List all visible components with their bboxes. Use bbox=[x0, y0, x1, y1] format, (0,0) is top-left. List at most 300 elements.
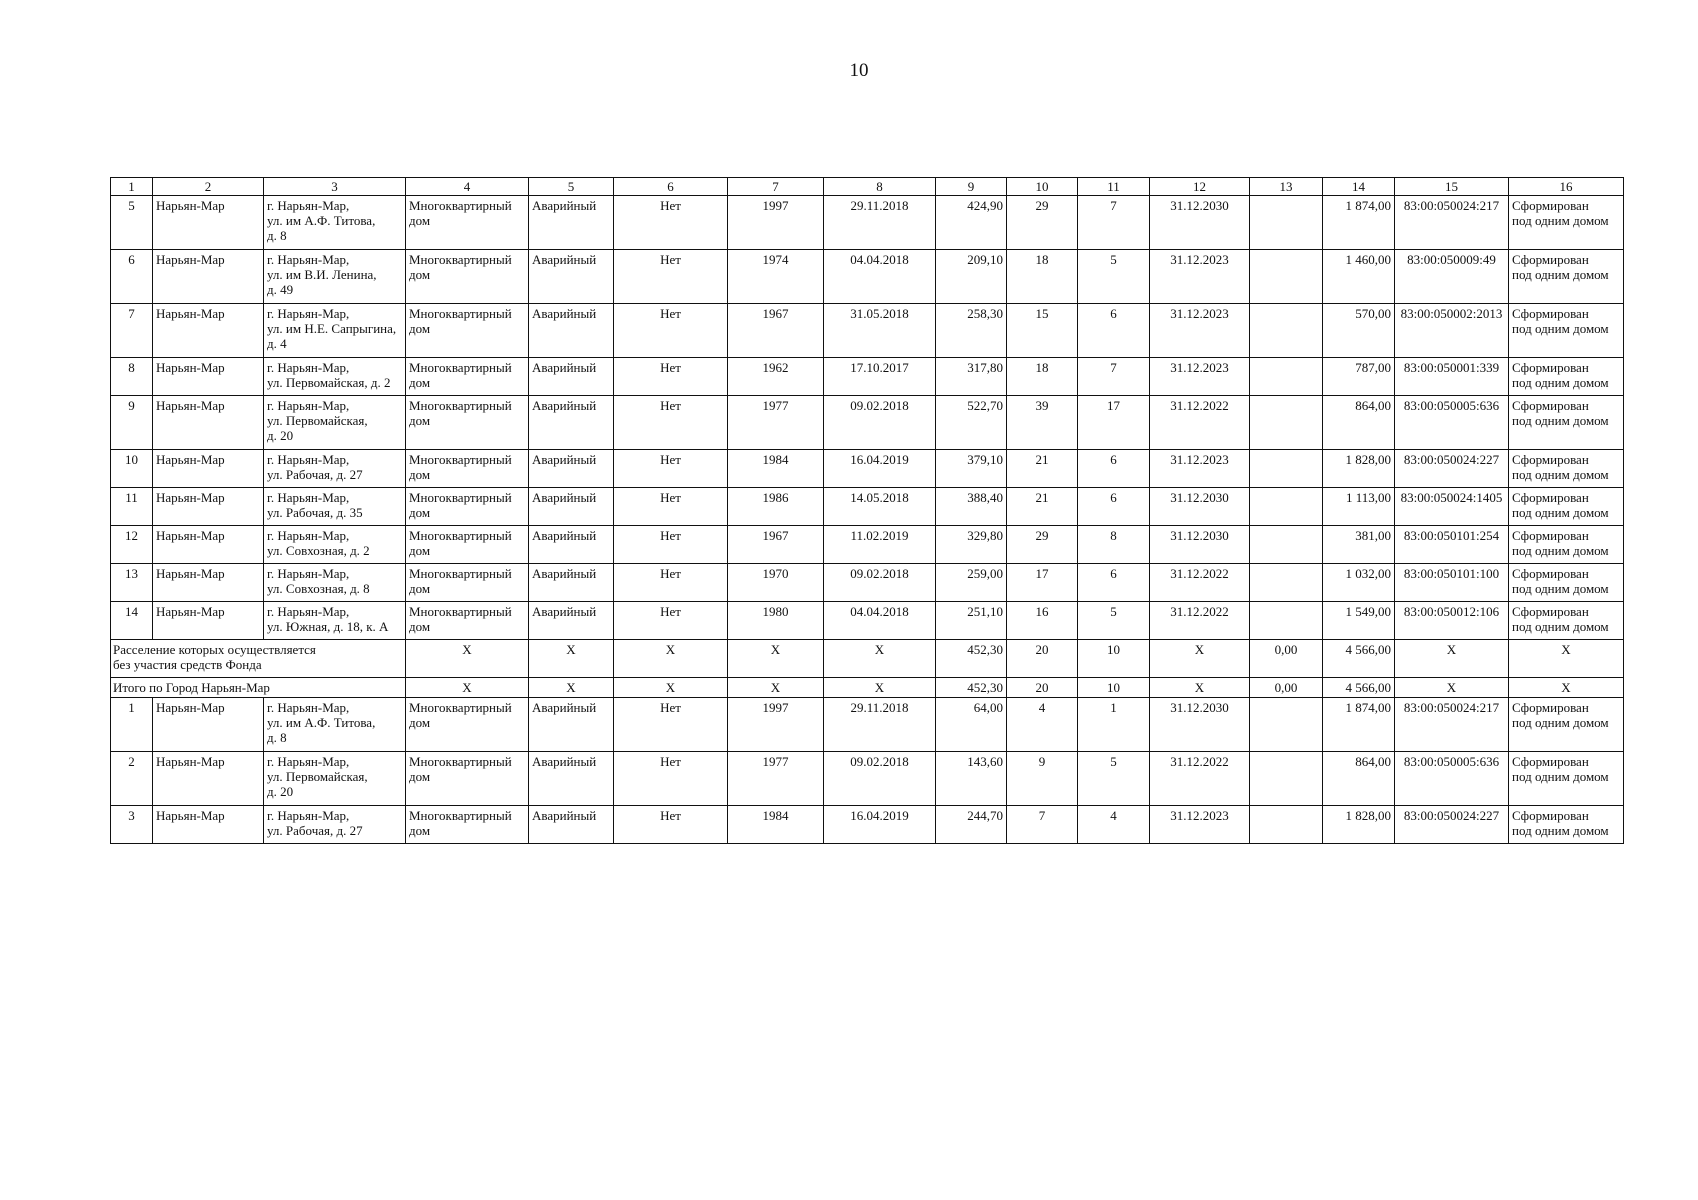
settlement-name: Нарьян-Мар bbox=[153, 304, 264, 358]
deadline-date: 31.12.2030 bbox=[1150, 196, 1250, 250]
house-type bbox=[406, 450, 529, 488]
house-address-line: ул. Совхозная, д. 8 bbox=[267, 581, 370, 596]
house-address-line: ул. Рабочая, д. 27 bbox=[267, 467, 363, 482]
subtotal-row bbox=[111, 640, 1624, 678]
house-type-line: дом bbox=[409, 413, 431, 428]
area-total: 452,30 bbox=[936, 678, 1007, 698]
house-address bbox=[264, 602, 406, 640]
land-status-line: Сформирован bbox=[1512, 452, 1589, 467]
house-status: Аварийный bbox=[529, 806, 614, 844]
house-type bbox=[406, 396, 529, 450]
build-year: 1962 bbox=[728, 358, 824, 396]
house-type-line: Многоквартирный bbox=[409, 198, 512, 213]
table-row bbox=[111, 698, 1624, 752]
land-status-line: под одним домом bbox=[1512, 321, 1609, 336]
house-address bbox=[264, 526, 406, 564]
col11-value: 6 bbox=[1078, 564, 1150, 602]
house-address-line: ул. Первомайская, д. 2 bbox=[267, 375, 391, 390]
house-address bbox=[264, 250, 406, 304]
house-type-line: дом bbox=[409, 715, 431, 730]
settlement-name: Нарьян-Мар bbox=[153, 488, 264, 526]
settlement-name: Нарьян-Мар bbox=[153, 698, 264, 752]
col13-value bbox=[1250, 396, 1323, 450]
x-mark: X bbox=[1509, 678, 1624, 698]
row-number: 6 bbox=[111, 250, 153, 304]
land-status-line: под одним домом bbox=[1512, 581, 1609, 596]
house-address-line: ул. им В.И. Ленина, bbox=[267, 267, 377, 282]
column-header: 15 bbox=[1395, 178, 1509, 196]
house-address-line: ул. Первомайская, bbox=[267, 769, 368, 784]
settlement-name: Нарьян-Мар bbox=[153, 806, 264, 844]
table-row bbox=[111, 526, 1624, 564]
house-address-line: д. 20 bbox=[267, 784, 294, 799]
plan-flag: Нет bbox=[614, 304, 728, 358]
table-row bbox=[111, 396, 1624, 450]
housing-register-table bbox=[110, 177, 1624, 844]
table-row bbox=[111, 450, 1624, 488]
land-status-line: под одним домом bbox=[1512, 505, 1609, 520]
total-row-label: Итого по Город Нарьян-Мар bbox=[111, 678, 406, 698]
column-header: 8 bbox=[824, 178, 936, 196]
cadastral-number: 83:00:050101:254 bbox=[1395, 526, 1509, 564]
land-status-line: под одним домом bbox=[1512, 715, 1609, 730]
column-header: 9 bbox=[936, 178, 1007, 196]
plan-flag: Нет bbox=[614, 602, 728, 640]
total-row bbox=[111, 678, 1624, 698]
settlement-name: Нарьян-Мар bbox=[153, 250, 264, 304]
col11-total: 10 bbox=[1078, 640, 1150, 678]
land-status-line: Сформирован bbox=[1512, 604, 1589, 619]
settlement-name: Нарьян-Мар bbox=[153, 602, 264, 640]
table-row bbox=[111, 602, 1624, 640]
area-value: 251,10 bbox=[936, 602, 1007, 640]
col11-value: 6 bbox=[1078, 304, 1150, 358]
col11-value: 6 bbox=[1078, 450, 1150, 488]
house-type-line: дом bbox=[409, 321, 431, 336]
land-area: 1 460,00 bbox=[1323, 250, 1395, 304]
land-status-line: Сформирован bbox=[1512, 252, 1589, 267]
col13-value bbox=[1250, 752, 1323, 806]
land-status bbox=[1509, 602, 1624, 640]
cadastral-number: 83:00:050005:636 bbox=[1395, 752, 1509, 806]
recognition-date: 04.04.2018 bbox=[824, 250, 936, 304]
subtotal-row-label-line: без участия средств Фонда bbox=[113, 657, 262, 672]
land-area-total: 4 566,00 bbox=[1323, 678, 1395, 698]
deadline-date: 31.12.2022 bbox=[1150, 602, 1250, 640]
land-status-line: Сформирован bbox=[1512, 398, 1589, 413]
col10-value: 39 bbox=[1007, 396, 1078, 450]
house-type-line: дом bbox=[409, 769, 431, 784]
house-type-line: Многоквартирный bbox=[409, 490, 512, 505]
plan-flag: Нет bbox=[614, 488, 728, 526]
table-row bbox=[111, 806, 1624, 844]
recognition-date: 09.02.2018 bbox=[824, 752, 936, 806]
x-mark: X bbox=[1395, 640, 1509, 678]
land-status bbox=[1509, 196, 1624, 250]
house-address-line: ул. им Н.Е. Сапрыгина, bbox=[267, 321, 397, 336]
cadastral-number: 83:00:050024:217 bbox=[1395, 698, 1509, 752]
land-area: 1 828,00 bbox=[1323, 806, 1395, 844]
house-address-line: г. Нарьян-Мар, bbox=[267, 700, 350, 715]
column-header: 14 bbox=[1323, 178, 1395, 196]
area-value: 64,00 bbox=[936, 698, 1007, 752]
house-type bbox=[406, 196, 529, 250]
x-mark: X bbox=[614, 640, 728, 678]
land-area: 570,00 bbox=[1323, 304, 1395, 358]
area-value: 143,60 bbox=[936, 752, 1007, 806]
recognition-date: 16.04.2019 bbox=[824, 450, 936, 488]
deadline-date: 31.12.2022 bbox=[1150, 752, 1250, 806]
house-address-line: г. Нарьян-Мар, bbox=[267, 252, 350, 267]
house-status: Аварийный bbox=[529, 526, 614, 564]
col13-value bbox=[1250, 358, 1323, 396]
deadline-date: 31.12.2022 bbox=[1150, 396, 1250, 450]
col11-value: 5 bbox=[1078, 752, 1150, 806]
land-status bbox=[1509, 304, 1624, 358]
column-header: 10 bbox=[1007, 178, 1078, 196]
house-address bbox=[264, 564, 406, 602]
house-status: Аварийный bbox=[529, 602, 614, 640]
col11-value: 7 bbox=[1078, 358, 1150, 396]
house-status: Аварийный bbox=[529, 450, 614, 488]
house-type-line: Многоквартирный bbox=[409, 754, 512, 769]
build-year: 1984 bbox=[728, 450, 824, 488]
build-year: 1986 bbox=[728, 488, 824, 526]
house-type-line: дом bbox=[409, 543, 431, 558]
area-value: 258,30 bbox=[936, 304, 1007, 358]
subtotal-row-label-line: Расселение которых осуществляется bbox=[113, 642, 316, 657]
house-address-line: г. Нарьян-Мар, bbox=[267, 808, 350, 823]
plan-flag: Нет bbox=[614, 526, 728, 564]
col11-value: 7 bbox=[1078, 196, 1150, 250]
house-address-line: г. Нарьян-Мар, bbox=[267, 604, 350, 619]
row-number: 10 bbox=[111, 450, 153, 488]
house-status: Аварийный bbox=[529, 752, 614, 806]
land-status-line: Сформирован bbox=[1512, 528, 1589, 543]
area-value: 209,10 bbox=[936, 250, 1007, 304]
land-area: 1 549,00 bbox=[1323, 602, 1395, 640]
house-address bbox=[264, 196, 406, 250]
recognition-date: 14.05.2018 bbox=[824, 488, 936, 526]
column-header: 5 bbox=[529, 178, 614, 196]
house-type bbox=[406, 488, 529, 526]
house-address bbox=[264, 304, 406, 358]
house-type-line: дом bbox=[409, 505, 431, 520]
house-status: Аварийный bbox=[529, 196, 614, 250]
land-status-line: под одним домом bbox=[1512, 467, 1609, 482]
deadline-date: 31.12.2023 bbox=[1150, 250, 1250, 304]
land-status-line: Сформирован bbox=[1512, 754, 1589, 769]
table-row bbox=[111, 752, 1624, 806]
land-status-line: Сформирован bbox=[1512, 360, 1589, 375]
col13-value bbox=[1250, 602, 1323, 640]
area-value: 244,70 bbox=[936, 806, 1007, 844]
deadline-date: 31.12.2030 bbox=[1150, 488, 1250, 526]
house-type-line: Многоквартирный bbox=[409, 808, 512, 823]
col13-total: 0,00 bbox=[1250, 640, 1323, 678]
col11-value: 1 bbox=[1078, 698, 1150, 752]
x-mark: X bbox=[406, 678, 529, 698]
land-status-line: под одним домом bbox=[1512, 413, 1609, 428]
house-type bbox=[406, 250, 529, 304]
col13-value bbox=[1250, 806, 1323, 844]
area-value: 424,90 bbox=[936, 196, 1007, 250]
land-area: 864,00 bbox=[1323, 396, 1395, 450]
house-address-line: г. Нарьян-Мар, bbox=[267, 754, 350, 769]
col11-value: 4 bbox=[1078, 806, 1150, 844]
settlement-name: Нарьян-Мар bbox=[153, 196, 264, 250]
plan-flag: Нет bbox=[614, 250, 728, 304]
house-address-line: г. Нарьян-Мар, bbox=[267, 490, 350, 505]
build-year: 1967 bbox=[728, 304, 824, 358]
col13-value bbox=[1250, 304, 1323, 358]
cadastral-number: 83:00:050024:1405 bbox=[1395, 488, 1509, 526]
house-address bbox=[264, 396, 406, 450]
column-header: 4 bbox=[406, 178, 529, 196]
x-mark: X bbox=[614, 678, 728, 698]
house-address bbox=[264, 358, 406, 396]
land-area: 1 113,00 bbox=[1323, 488, 1395, 526]
plan-flag: Нет bbox=[614, 752, 728, 806]
house-address bbox=[264, 752, 406, 806]
recognition-date: 09.02.2018 bbox=[824, 564, 936, 602]
house-type-line: Многоквартирный bbox=[409, 252, 512, 267]
table-row bbox=[111, 488, 1624, 526]
col10-value: 17 bbox=[1007, 564, 1078, 602]
house-address-line: ул. Рабочая, д. 35 bbox=[267, 505, 363, 520]
col13-total: 0,00 bbox=[1250, 678, 1323, 698]
house-type bbox=[406, 526, 529, 564]
land-status-line: под одним домом bbox=[1512, 375, 1609, 390]
house-address bbox=[264, 698, 406, 752]
page-number: 10 bbox=[849, 60, 869, 81]
house-type-line: Многоквартирный bbox=[409, 700, 512, 715]
house-type-line: Многоквартирный bbox=[409, 398, 512, 413]
build-year: 1967 bbox=[728, 526, 824, 564]
house-address-line: г. Нарьян-Мар, bbox=[267, 198, 350, 213]
land-status-line: под одним домом bbox=[1512, 823, 1609, 838]
house-type-line: дом bbox=[409, 467, 431, 482]
deadline-date: 31.12.2022 bbox=[1150, 564, 1250, 602]
house-type-line: Многоквартирный bbox=[409, 360, 512, 375]
land-status bbox=[1509, 450, 1624, 488]
area-value: 317,80 bbox=[936, 358, 1007, 396]
house-status: Аварийный bbox=[529, 488, 614, 526]
table-row bbox=[111, 358, 1624, 396]
land-area: 864,00 bbox=[1323, 752, 1395, 806]
x-mark: X bbox=[1150, 640, 1250, 678]
build-year: 1977 bbox=[728, 396, 824, 450]
col10-value: 4 bbox=[1007, 698, 1078, 752]
row-number: 11 bbox=[111, 488, 153, 526]
land-area: 787,00 bbox=[1323, 358, 1395, 396]
house-type-line: дом bbox=[409, 619, 431, 634]
house-type-line: дом bbox=[409, 823, 431, 838]
land-area: 381,00 bbox=[1323, 526, 1395, 564]
house-address-line: ул. им А.Ф. Титова, bbox=[267, 213, 376, 228]
column-header: 6 bbox=[614, 178, 728, 196]
cadastral-number: 83:00:050024:217 bbox=[1395, 196, 1509, 250]
build-year: 1984 bbox=[728, 806, 824, 844]
col10-value: 29 bbox=[1007, 196, 1078, 250]
col10-value: 7 bbox=[1007, 806, 1078, 844]
land-status bbox=[1509, 250, 1624, 304]
house-type bbox=[406, 602, 529, 640]
col11-total: 10 bbox=[1078, 678, 1150, 698]
recognition-date: 29.11.2018 bbox=[824, 196, 936, 250]
cadastral-number: 83:00:050009:49 bbox=[1395, 250, 1509, 304]
land-status bbox=[1509, 396, 1624, 450]
recognition-date: 17.10.2017 bbox=[824, 358, 936, 396]
column-number-row bbox=[111, 178, 1624, 196]
x-mark: X bbox=[406, 640, 529, 678]
row-number: 5 bbox=[111, 196, 153, 250]
house-address-line: ул. Первомайская, bbox=[267, 413, 368, 428]
col13-value bbox=[1250, 488, 1323, 526]
column-header: 3 bbox=[264, 178, 406, 196]
col11-value: 5 bbox=[1078, 250, 1150, 304]
col13-value bbox=[1250, 698, 1323, 752]
settlement-name: Нарьян-Мар bbox=[153, 450, 264, 488]
x-mark: X bbox=[728, 678, 824, 698]
table-row bbox=[111, 304, 1624, 358]
land-status-line: под одним домом bbox=[1512, 619, 1609, 634]
house-address-line: д. 8 bbox=[267, 730, 287, 745]
land-status-line: под одним домом bbox=[1512, 267, 1609, 282]
settlement-name: Нарьян-Мар bbox=[153, 526, 264, 564]
deadline-date: 31.12.2023 bbox=[1150, 806, 1250, 844]
land-status-line: под одним домом bbox=[1512, 769, 1609, 784]
land-status-line: под одним домом bbox=[1512, 543, 1609, 558]
land-area: 1 828,00 bbox=[1323, 450, 1395, 488]
land-status-line: Сформирован bbox=[1512, 808, 1589, 823]
settlement-name: Нарьян-Мар bbox=[153, 564, 264, 602]
row-number: 13 bbox=[111, 564, 153, 602]
deadline-date: 31.12.2023 bbox=[1150, 450, 1250, 488]
deadline-date: 31.12.2030 bbox=[1150, 698, 1250, 752]
house-address bbox=[264, 450, 406, 488]
house-address-line: д. 8 bbox=[267, 228, 287, 243]
x-mark: X bbox=[728, 640, 824, 678]
plan-flag: Нет bbox=[614, 358, 728, 396]
cadastral-number: 83:00:050005:636 bbox=[1395, 396, 1509, 450]
house-type-line: дом bbox=[409, 213, 431, 228]
settlement-name: Нарьян-Мар bbox=[153, 358, 264, 396]
build-year: 1997 bbox=[728, 698, 824, 752]
area-value: 259,00 bbox=[936, 564, 1007, 602]
house-address bbox=[264, 488, 406, 526]
x-mark: X bbox=[529, 640, 614, 678]
land-status-line: Сформирован bbox=[1512, 490, 1589, 505]
x-mark: X bbox=[1150, 678, 1250, 698]
column-header: 12 bbox=[1150, 178, 1250, 196]
col10-value: 21 bbox=[1007, 488, 1078, 526]
build-year: 1970 bbox=[728, 564, 824, 602]
house-address-line: д. 49 bbox=[267, 282, 294, 297]
house-address-line: ул. им А.Ф. Титова, bbox=[267, 715, 376, 730]
house-status: Аварийный bbox=[529, 358, 614, 396]
house-type-line: Многоквартирный bbox=[409, 604, 512, 619]
house-type bbox=[406, 698, 529, 752]
col10-total: 20 bbox=[1007, 678, 1078, 698]
house-type-line: Многоквартирный bbox=[409, 528, 512, 543]
land-status bbox=[1509, 358, 1624, 396]
subtotal-row-label bbox=[111, 640, 406, 678]
recognition-date: 09.02.2018 bbox=[824, 396, 936, 450]
build-year: 1977 bbox=[728, 752, 824, 806]
cadastral-number: 83:00:050012:106 bbox=[1395, 602, 1509, 640]
house-type-line: Многоквартирный bbox=[409, 306, 512, 321]
land-status-line: под одним домом bbox=[1512, 213, 1609, 228]
col11-value: 8 bbox=[1078, 526, 1150, 564]
plan-flag: Нет bbox=[614, 196, 728, 250]
col10-value: 9 bbox=[1007, 752, 1078, 806]
col13-value bbox=[1250, 250, 1323, 304]
row-number: 14 bbox=[111, 602, 153, 640]
row-number: 8 bbox=[111, 358, 153, 396]
area-value: 379,10 bbox=[936, 450, 1007, 488]
plan-flag: Нет bbox=[614, 698, 728, 752]
land-status-line: Сформирован bbox=[1512, 566, 1589, 581]
recognition-date: 31.05.2018 bbox=[824, 304, 936, 358]
col13-value bbox=[1250, 526, 1323, 564]
deadline-date: 31.12.2030 bbox=[1150, 526, 1250, 564]
column-header: 13 bbox=[1250, 178, 1323, 196]
house-address-line: г. Нарьян-Мар, bbox=[267, 528, 350, 543]
land-status bbox=[1509, 806, 1624, 844]
house-type-line: Многоквартирный bbox=[409, 566, 512, 581]
column-header: 2 bbox=[153, 178, 264, 196]
house-address-line: ул. Южная, д. 18, к. А bbox=[267, 619, 389, 634]
build-year: 1974 bbox=[728, 250, 824, 304]
house-status: Аварийный bbox=[529, 698, 614, 752]
house-address-line: г. Нарьян-Мар, bbox=[267, 566, 350, 581]
land-status-line: Сформирован bbox=[1512, 306, 1589, 321]
x-mark: X bbox=[1395, 678, 1509, 698]
row-number: 7 bbox=[111, 304, 153, 358]
house-type bbox=[406, 564, 529, 602]
land-area: 1 874,00 bbox=[1323, 196, 1395, 250]
house-address-line: ул. Совхозная, д. 2 bbox=[267, 543, 370, 558]
house-type-line: Многоквартирный bbox=[409, 452, 512, 467]
house-type-line: дом bbox=[409, 267, 431, 282]
col13-value bbox=[1250, 450, 1323, 488]
build-year: 1997 bbox=[728, 196, 824, 250]
plan-flag: Нет bbox=[614, 396, 728, 450]
settlement-name: Нарьян-Мар bbox=[153, 752, 264, 806]
col10-value: 21 bbox=[1007, 450, 1078, 488]
build-year: 1980 bbox=[728, 602, 824, 640]
house-type-line: дом bbox=[409, 581, 431, 596]
col13-value bbox=[1250, 564, 1323, 602]
house-address-line: ул. Рабочая, д. 27 bbox=[267, 823, 363, 838]
deadline-date: 31.12.2023 bbox=[1150, 304, 1250, 358]
house-status: Аварийный bbox=[529, 250, 614, 304]
land-status-line: Сформирован bbox=[1512, 198, 1589, 213]
house-type bbox=[406, 304, 529, 358]
cadastral-number: 83:00:050002:2013 bbox=[1395, 304, 1509, 358]
settlement-name: Нарьян-Мар bbox=[153, 396, 264, 450]
area-value: 388,40 bbox=[936, 488, 1007, 526]
area-value: 329,80 bbox=[936, 526, 1007, 564]
house-address-line: г. Нарьян-Мар, bbox=[267, 398, 350, 413]
col10-value: 18 bbox=[1007, 358, 1078, 396]
col11-value: 17 bbox=[1078, 396, 1150, 450]
deadline-date: 31.12.2023 bbox=[1150, 358, 1250, 396]
x-mark: X bbox=[824, 678, 936, 698]
col11-value: 6 bbox=[1078, 488, 1150, 526]
house-address-line: г. Нарьян-Мар, bbox=[267, 306, 350, 321]
